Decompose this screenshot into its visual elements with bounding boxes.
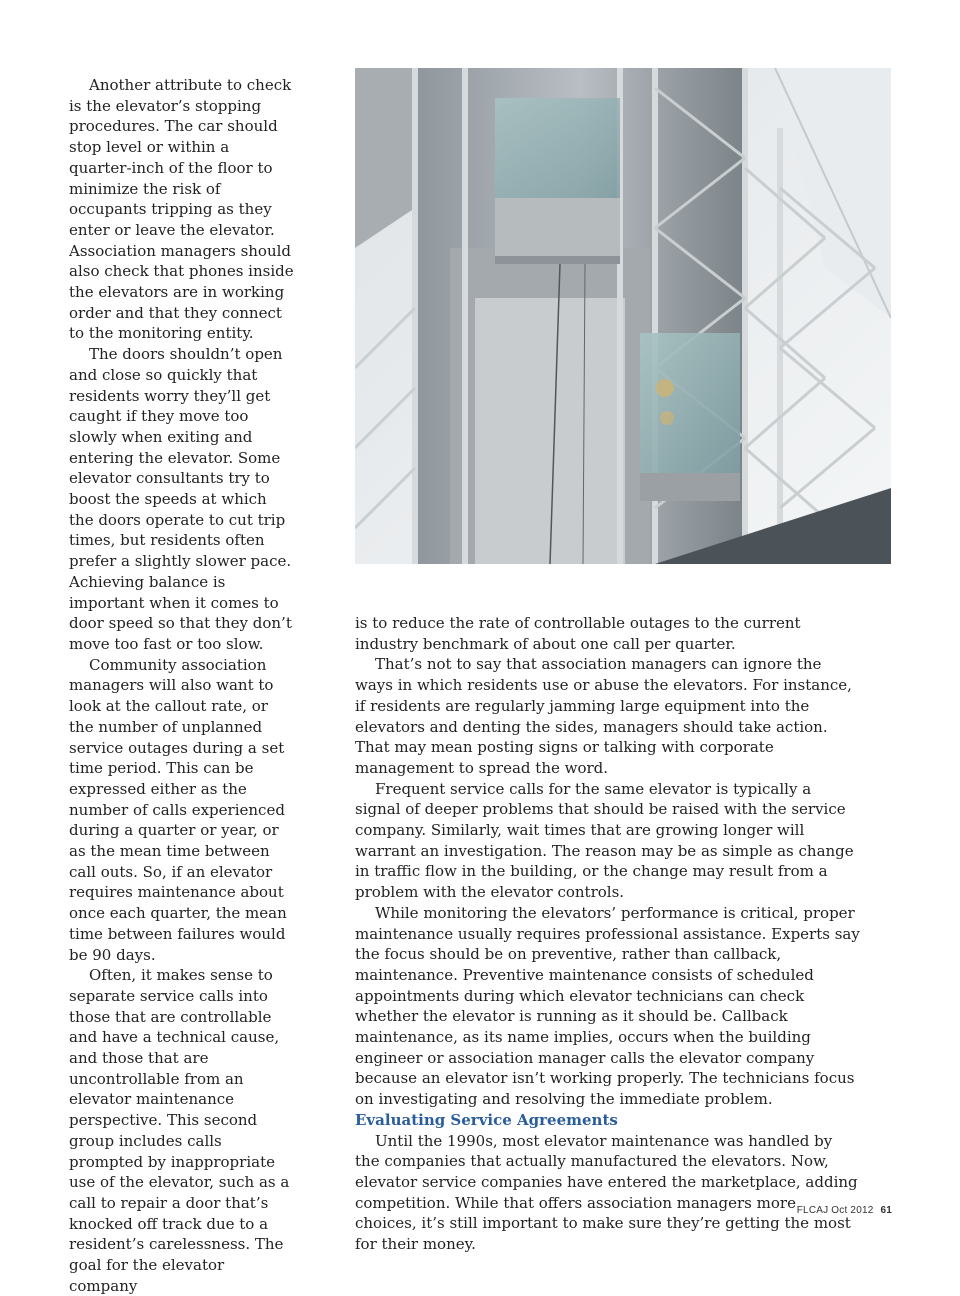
paragraph: Often, it makes sense to separate service calls into those that are controllable and have a technical cause, and those that are uncontrollable from an elevator maintenance perspective. This second group includes calls prompted by inappropriate use of the elevator, such as a call to repair a door that’s knocked off track due to a resident’s carelessness. The goal for the elevator company bbox=[69, 966, 290, 1295]
section-heading: Evaluating Service Agreements bbox=[355, 1110, 618, 1129]
glass-elevator-photo bbox=[355, 68, 891, 564]
paragraph: Community association managers will also want to look at the callout rate, or the number of unplanned service outages during a set time period. This can be expressed either as the number of calls experienced during a quarter or year, or as the mean time between call outs. So, if an elevator requires maintenance about once each quarter, the mean time between failures would be 90 days. bbox=[69, 655, 287, 964]
page-footer bbox=[797, 1205, 892, 1216]
paragraph: is to reduce the rate of controllable outages to the current industry benchmark of about one call per quarter. bbox=[355, 614, 801, 653]
issue-date: Oct 2012 bbox=[831, 1205, 874, 1216]
paragraph: That’s not to say that association managers can ignore the ways in which residents use or abuse the elevators. For instance, if residents are regularly jamming large equipment into the elevators and denting the sides, managers should take action. That may mean posting signs or talking with corporate management to spread the word. bbox=[355, 655, 852, 777]
page-number: 61 bbox=[880, 1205, 892, 1216]
right-text-column bbox=[355, 613, 860, 1255]
paragraph: Until the 1990s, most elevator maintenance was handled by the companies that actually manufactured the elevators. Now, elevator service companies have entered the marketplace, adding competition. While that offers association managers more choices, it’s still important to make sure they’re getting the most for their money. bbox=[355, 1131, 858, 1254]
elevator-illustration bbox=[355, 68, 891, 564]
paragraph: Another attribute to check is the elevator’s stopping procedures. The car should stop level or within a quarter-inch of the floor to minimize the risk of occupants tripping as they enter or leave the elevator. Association managers should also check that phones inside the elevators are in working order and that they connect to the monitoring entity. bbox=[69, 76, 294, 343]
paragraph: Frequent service calls for the same elevator is typically a signal of deeper problems that should be raised with the service company. Similarly, wait times that are growing longer will warrant an investigation. The reason may be as simple as change in traffic flow in the building, or the change may result from a problem with the elevator controls. bbox=[355, 779, 854, 902]
publication-name: FLCAJ bbox=[796, 1205, 829, 1216]
paragraph: The doors shouldn’t open and close so quickly that residents worry they’ll get caught if they move too slowly when exiting and entering the elevator. Some elevator consultants try to boost the speeds at which the doors operate to cut trip times, but residents often prefer a slightly slower pace. Achieving balance is important when it comes to door speed so that they don’t move too fast or too slow. bbox=[69, 345, 292, 653]
left-text-column bbox=[69, 75, 295, 1296]
paragraph: While monitoring the elevators’ performance is critical, proper maintenance usually requires professional assistance. Experts say the focus should be on preventive, rather than callback, maintenance. Preventive maintenance consists of scheduled appointments during which elevator technicians can check whether the elevator is running as it should be. Callback maintenance, as its name implies, occurs when the building engineer or association manager calls the elevator company because an elevator isn’t working properly. The technicians focus on investigating and resolving the immediate problem. bbox=[355, 903, 860, 1109]
